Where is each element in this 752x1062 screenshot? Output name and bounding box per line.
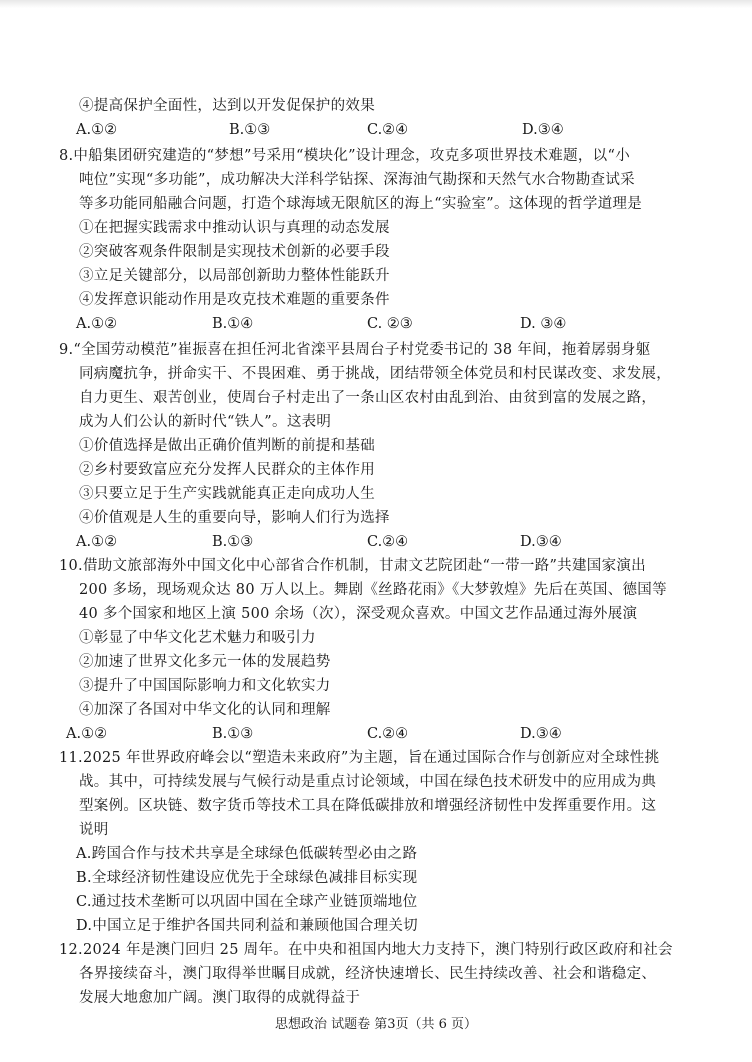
- q9-option-c: C.②④: [367, 534, 409, 550]
- q8-item-2: ②突破客观条件限制是实现技术创新的必要手段: [79, 244, 390, 260]
- q7-option-b: B.①③: [229, 122, 271, 138]
- q9-item-1: ①价值选择是做出正确价值判断的前提和基础: [79, 438, 375, 454]
- q12-stem-line: 12.2024 年是澳门回归 25 周年。在中央和祖国内地大力支持下，澳门特别行政区政府和社会: [59, 942, 673, 958]
- q10-item-3: ③提升了中国国际影响力和文化软实力: [79, 678, 331, 694]
- q10-option-b: B.①③: [212, 726, 254, 742]
- q7-option-a: A.①②: [76, 122, 118, 138]
- q7-option-c: C.②④: [367, 122, 409, 138]
- q10-option-a: A.①②: [66, 726, 108, 742]
- q10-item-1: ①彰显了中华文化艺术魅力和吸引力: [79, 630, 316, 646]
- q9-option-d: D.③④: [520, 534, 562, 550]
- q9-item-2: ②乡村要致富应充分发挥人民群众的主体作用: [79, 462, 375, 478]
- q8-option-c: C. ②③: [367, 316, 413, 332]
- page-footer: 思想政治 试题卷 第3页（共 6 页）: [274, 1017, 478, 1032]
- q9-stem-line: 同病魔抗争，拼命实干、不畏困难、勇于挑战，团结带领全体党员和村民谋改变、求发展，: [79, 366, 671, 382]
- q8-item-1: ①在把握实践需求中推动认识与真理的动态发展: [79, 220, 390, 236]
- q9-option-a: A.①②: [76, 534, 118, 550]
- q9-stem-line: 9.“全国劳动模范”崔振喜在担任河北省滦平县周台子村党委书记的 38 年间，拖着孱弱身躯: [59, 342, 651, 358]
- q11-choice-c: C.通过技术垄断可以巩固中国在全球产业链顶端地位: [76, 894, 418, 910]
- q9-stem-line: 自力更生、艰苦创业，使周台子村走出了一条山区农村由乱到治、由贫到富的发展之路，: [79, 390, 657, 406]
- q8-stem-line: 8.中船集团研究建造的“梦想”号采用“模块化”设计理念，攻克多项世界技术难题，以“小: [59, 148, 630, 164]
- q8-item-3: ③立足关键部分，以局部创新助力整体性能跃升: [79, 268, 390, 284]
- q11-stem-line: 11.2025 年世界政府峰会以“塑造未来政府”为主题，旨在通过国际合作与创新应对全球性挑: [59, 750, 660, 766]
- q12-stem-line: 发展大地愈加广阔。澳门取得的成就得益于: [79, 990, 361, 1006]
- q8-stem-line: 等多功能同船融合问题，打造个球海域无限航区的海上“实验室”。这体现的哲学道理是: [79, 196, 643, 212]
- q10-item-2: ②加速了世界文化多元一体的发展趋势: [79, 654, 331, 670]
- q10-stem-line: 200 多场，现场观众达 80 万人以上。舞剧《丝路花雨》《大梦敦煌》先后在英国、德国等: [79, 582, 667, 598]
- q7-option-d: D.③④: [522, 122, 564, 138]
- q9-item-3: ③只要立足于生产实践就能真正走向成功人生: [79, 486, 375, 502]
- q8-option-a: A.①②: [76, 316, 118, 332]
- q10-option-d: D.③④: [520, 726, 562, 742]
- q11-stem-line: 说明: [79, 822, 109, 838]
- q11-choice-b: B.全球经济韧性建设应优先于全球绿色减排目标实现: [76, 870, 418, 886]
- scan-top-edge: [0, 0, 752, 8]
- q8-option-d: D. ③④: [520, 316, 567, 332]
- q11-choice-a: A.跨国合作与技术共享是全球绿色低碳转型必由之路: [76, 846, 418, 862]
- q7-item-4: ④提高保护全面性，达到以开发促保护的效果: [79, 98, 375, 114]
- q10-item-4: ④加深了各国对中华文化的认同和理解: [79, 702, 331, 718]
- q8-item-4: ④发挥意识能动作用是攻克技术难题的重要条件: [79, 292, 390, 308]
- q10-stem-line: 40 多个国家和地区上演 500 余场（次），深受观众喜欢。中国文艺作品通过海外展演: [79, 606, 638, 622]
- q8-stem-line: 吨位”实现“多功能”，成功解决大洋科学钻探、深海油气勘探和天然气水合物勘查试采: [79, 172, 635, 188]
- q9-option-b: B.①③: [212, 534, 254, 550]
- q10-stem-line: 10.借助文旅部海外中国文化中心部省合作机制，甘肃文艺院团赴“一带一路”共建国家演出: [59, 558, 646, 574]
- q12-stem-line: 各界接续奋斗，澳门取得举世瞩目成就，经济快速增长、民生持续改善、社会和谐稳定、: [79, 966, 657, 982]
- q10-option-c: C.②④: [367, 726, 409, 742]
- q9-item-4: ④价值观是人生的重要向导，影响人们行为选择: [79, 510, 390, 526]
- q9-stem-line: 成为人们公认的新时代“铁人”。这表明: [79, 414, 332, 430]
- q8-option-b: B.①④: [212, 316, 254, 332]
- q11-choice-d: D.中国立足于维护各国共同利益和兼顾他国合理关切: [76, 918, 418, 934]
- q11-stem-line: 战。其中，可持续发展与气候行动是重点讨论领域，中国在绿色技术研发中的应用成为典: [79, 774, 657, 790]
- q11-stem-line: 型案例。区块链、数字货币等技术工具在降低碳排放和增强经济韧性中发挥重要作用。这: [79, 798, 657, 814]
